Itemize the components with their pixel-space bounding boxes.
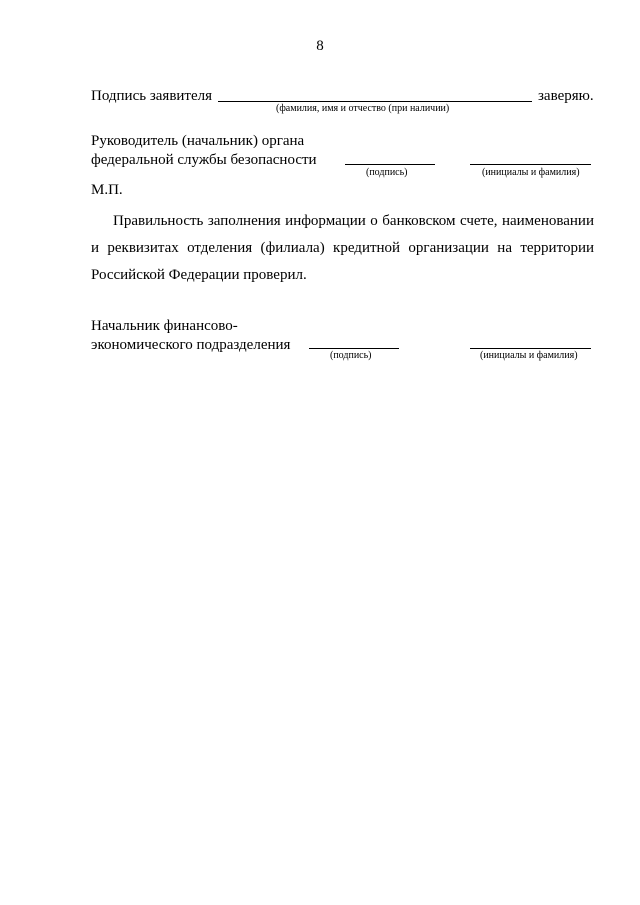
finance-head-title-line2: экономического подразделения xyxy=(91,337,291,353)
finance-head-title-line1: Начальник финансово- xyxy=(91,318,238,334)
applicant-signature-label: Подпись заявителя xyxy=(91,88,213,104)
finance-head-name-caption: (инициалы и фамилия) xyxy=(480,350,578,361)
applicant-signature-line xyxy=(218,101,532,102)
applicant-name-caption: (фамилия, имя и отчество (при наличии) xyxy=(276,103,450,114)
page-number: 8 xyxy=(316,38,324,54)
verification-text: Правильность заполнения информации о банковском счете, наименовании и реквизитах отделения (филиала) кредитной организации на территории Российской Федерации проверил. xyxy=(91,213,594,283)
applicant-certify-text: заверяю. xyxy=(538,88,594,104)
fsb-head-title-line1: Руководитель (начальник) органа xyxy=(91,133,305,149)
fsb-head-title-line2: федеральной службы безопасности xyxy=(91,152,317,168)
fsb-head-name-caption: (инициалы и фамилия) xyxy=(482,167,580,178)
finance-head-name-line xyxy=(470,348,591,349)
finance-head-signature-line xyxy=(309,348,399,349)
fsb-head-signature-caption: (подпись) xyxy=(366,167,408,178)
finance-head-signature-caption: (подпись) xyxy=(330,350,372,361)
fsb-head-name-line xyxy=(470,164,591,165)
fsb-head-signature-line xyxy=(345,164,435,165)
verification-paragraph xyxy=(91,208,594,289)
stamp-place-label: М.П. xyxy=(91,182,123,198)
